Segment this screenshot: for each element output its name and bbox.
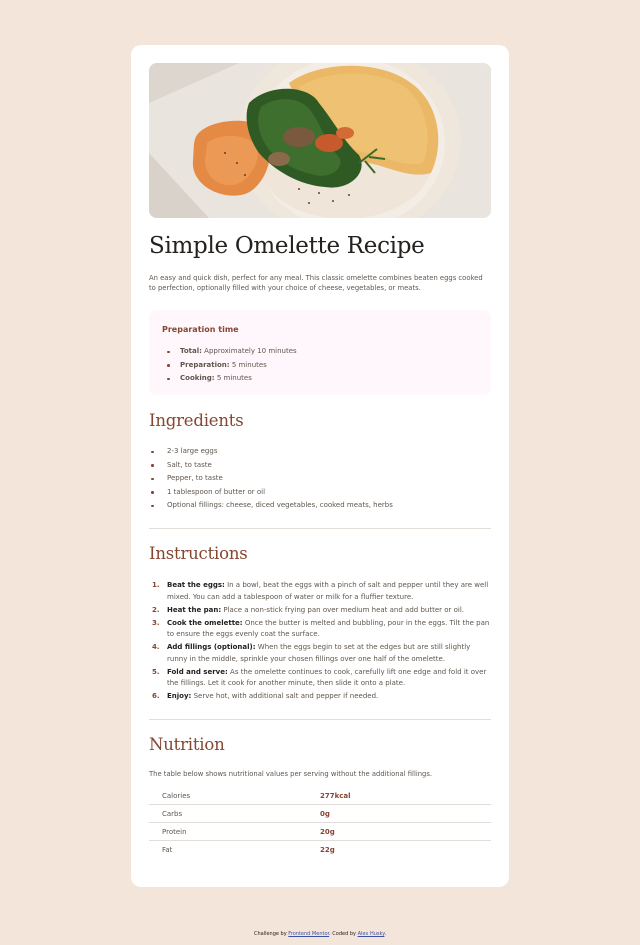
ingredient-item: 1 tablespoon of butter or oil bbox=[149, 486, 393, 500]
footer-suffix: . bbox=[384, 931, 387, 937]
instruction-step bbox=[149, 580, 491, 603]
prep-item bbox=[167, 359, 297, 373]
step-number: 4. bbox=[152, 643, 160, 651]
prep-item-label: Preparation: bbox=[180, 360, 230, 369]
prep-item bbox=[167, 372, 297, 386]
step-text: When the eggs begin to set at the edges but are still slightly runny in the middle, sprinkle your chosen fillings over one half of the omelette. bbox=[167, 643, 471, 663]
step-number: 6. bbox=[152, 692, 160, 700]
ingredient-item: Salt, to taste bbox=[149, 459, 393, 473]
step-number: 3. bbox=[152, 618, 160, 627]
prep-item-value: 5 minutes bbox=[216, 374, 252, 382]
recipe-intro: An easy and quick dish, perfect for any meal. This classic omelette combines beaten eggs cooked to perfection, optionally filled with your choice of cheese, vegetables, or meats. bbox=[149, 274, 483, 292]
instruction-step bbox=[149, 667, 491, 690]
step-number: 5. bbox=[152, 667, 160, 676]
section-divider bbox=[149, 528, 491, 529]
step-label: Cook the omelette: bbox=[167, 618, 243, 627]
prep-item-value: 5 minutes bbox=[231, 360, 267, 369]
ingredients-heading: Ingredients bbox=[149, 411, 244, 430]
frontend-mentor-link[interactable]: Frontend Mentor bbox=[288, 931, 330, 937]
nutrition-row bbox=[149, 787, 491, 805]
step-text: As the omelette continues to cook, carefully lift one edge and fold it over the fillings. Let it cook for another minute, then slide it onto a plate. bbox=[167, 667, 487, 687]
ingredient-item: Pepper, to taste bbox=[149, 472, 393, 486]
instruction-step bbox=[149, 642, 491, 665]
nutrition-row bbox=[149, 841, 491, 859]
nutrition-heading: Nutrition bbox=[149, 735, 225, 754]
recipe-title: Simple Omelette Recipe bbox=[149, 233, 425, 259]
step-label: Enjoy: bbox=[167, 692, 192, 700]
preparation-time-title: Preparation time bbox=[162, 325, 239, 334]
ingredient-item: Optional fillings: cheese, diced vegetables, cooked meats, herbs bbox=[149, 499, 393, 513]
nutrient-value: 22g bbox=[320, 846, 335, 854]
nutrition-intro: The table below shows nutritional values per serving without the additional fillings. bbox=[149, 770, 433, 778]
nutrient-value: 0g bbox=[320, 810, 330, 818]
omelette-photo-illustration bbox=[149, 63, 491, 218]
nutrient-name: Carbs bbox=[162, 810, 183, 818]
instruction-step bbox=[149, 618, 491, 641]
nutrient-name: Fat bbox=[162, 846, 173, 854]
author-link[interactable]: Alex Husky bbox=[357, 931, 385, 937]
attribution-footer bbox=[0, 931, 640, 937]
step-label: Heat the pan: bbox=[167, 605, 222, 614]
prep-item-value: Approximately 10 minutes bbox=[204, 347, 297, 355]
ingredient-item: 2-3 large eggs bbox=[149, 445, 393, 459]
nutrition-table bbox=[149, 787, 491, 859]
step-label: Beat the eggs: bbox=[167, 581, 225, 589]
recipe-card bbox=[131, 45, 509, 887]
step-text: Serve hot, with additional salt and pepper if needed. bbox=[193, 692, 379, 700]
prep-item-label: Total: bbox=[180, 347, 202, 355]
step-text: Once the butter is melted and bubbling, pour in the eggs. Tilt the pan to ensure the eggs evenly coat the surface. bbox=[167, 618, 490, 638]
prep-item bbox=[167, 345, 297, 359]
prep-item-label: Cooking: bbox=[180, 374, 215, 382]
instructions-heading: Instructions bbox=[149, 544, 248, 563]
footer-prefix: Challenge by bbox=[253, 931, 289, 937]
instructions-list bbox=[149, 580, 491, 704]
step-label: Fold and serve: bbox=[167, 667, 228, 676]
section-divider bbox=[149, 719, 491, 720]
omelette-hero-image bbox=[149, 63, 491, 218]
nutrient-name: Protein bbox=[162, 828, 187, 836]
nutrition-row bbox=[149, 805, 491, 823]
footer-middle: . Coded by bbox=[329, 931, 358, 937]
nutrient-name: Calories bbox=[162, 792, 191, 800]
instruction-step bbox=[149, 605, 491, 617]
nutrition-row bbox=[149, 823, 491, 841]
ingredients-list bbox=[149, 445, 393, 513]
step-label: Add fillings (optional): bbox=[167, 643, 256, 651]
step-text: In a bowl, beat the eggs with a pinch of salt and pepper until they are well mixed. You can add a tablespoon of water or milk for a fluffier texture. bbox=[167, 581, 489, 601]
step-number: 1. bbox=[152, 581, 160, 589]
preparation-time-list bbox=[167, 345, 297, 386]
preparation-time-box bbox=[149, 310, 491, 395]
step-number: 2. bbox=[152, 605, 160, 614]
step-text: Place a non-stick frying pan over medium heat and add butter or oil. bbox=[223, 605, 465, 614]
nutrient-value: 20g bbox=[320, 828, 335, 836]
instruction-step bbox=[149, 691, 491, 703]
nutrient-value: 277kcal bbox=[320, 792, 351, 800]
